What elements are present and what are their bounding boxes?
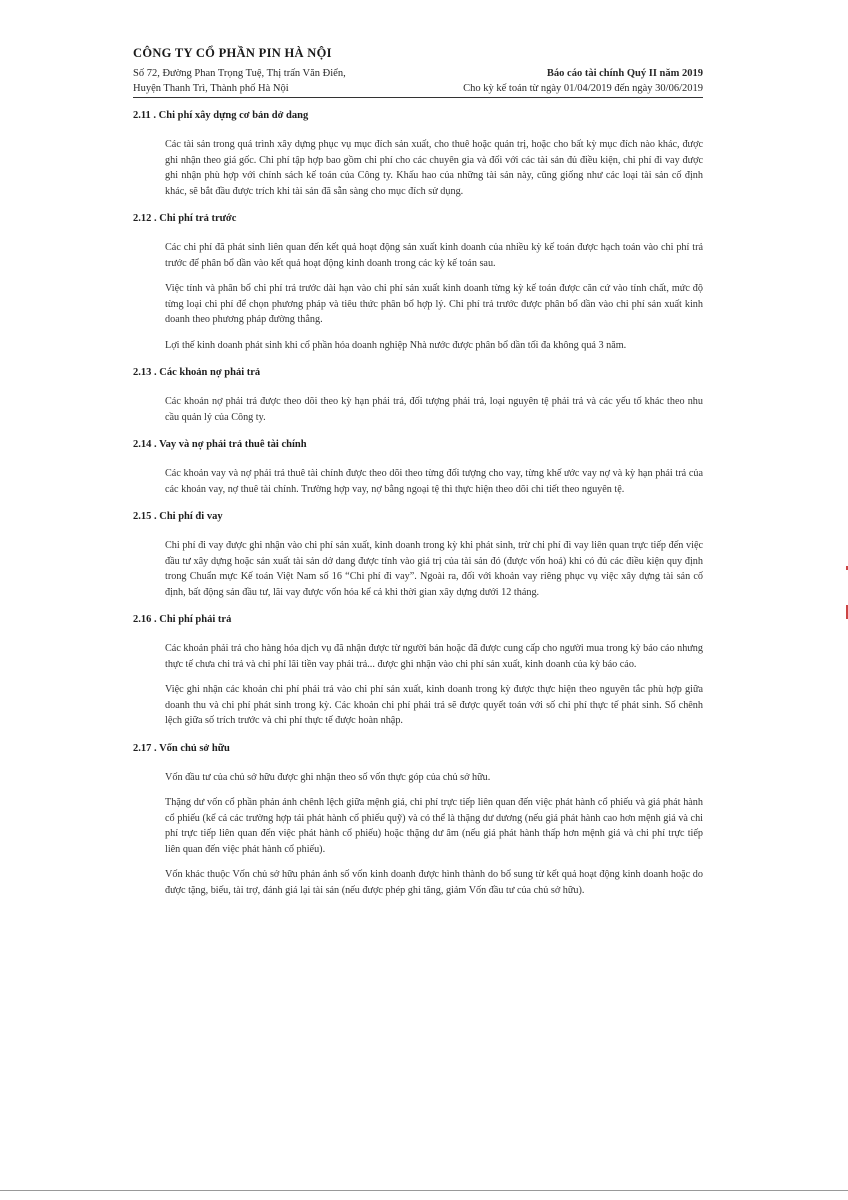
section-heading — [133, 439, 703, 450]
address-line-2: Huyện Thanh Trì, Thành phố Hà Nội — [133, 83, 289, 94]
address-line-1: Số 72, Đường Phan Trọng Tuệ, Thị trấn Văn Điển, — [133, 68, 346, 79]
section-title: Chi phí đi vay — [159, 511, 223, 522]
company-address — [133, 66, 346, 96]
section-title: Vay và nợ phải trả thuê tài chính — [159, 439, 307, 450]
report-period: Cho kỳ kế toán từ ngày 01/04/2019 đến ngày 30/06/2019 — [463, 83, 703, 94]
section-paragraph: Các khoản nợ phải trả được theo dõi theo kỳ hạn phải trả, đối tượng phải trả, loại nguyên tệ phải trả và các yếu tố khác theo nhu cầu quản lý của Công ty. — [165, 396, 703, 423]
section-paragraph: Các khoản vay và nợ phải trả thuê tài chính được theo dõi theo từng đối tượng cho vay, từng khế ước vay nợ và kỳ hạn phải trả của các khoản vay, nợ thuê tài chính. Trường hợp vay, nợ bằng ngoại tệ thì thực hiện theo dõi chi tiết theo nguyên tệ. — [165, 468, 703, 495]
header-divider — [133, 97, 703, 98]
section-211 — [133, 110, 703, 199]
section-heading — [133, 213, 703, 224]
section-heading — [133, 743, 703, 754]
section-number: 2.12 . — [133, 213, 157, 224]
section-paragraph: Vốn đầu tư của chủ sở hữu được ghi nhận theo số vốn thực góp của chủ sở hữu. — [165, 771, 491, 783]
section-paragraph: Các khoản phải trả cho hàng hóa dịch vụ đã nhận được từ người bán hoặc đã được cung cấp cho người mua trong kỳ báo cáo nhưng thực tế chưa chi trả và chi phí lãi tiền vay phải trả... được ghi nhận vào chi phí sản xuất, kinh doanh của kỳ báo cáo. — [165, 643, 703, 670]
section-paragraph: Chi phí đi vay được ghi nhận vào chi phí sản xuất, kinh doanh trong kỳ khi phát sinh, trừ chi phí đi vay liên quan trực tiếp đến việc đầu tư xây dựng hoặc sản xuất tài sản dở dang được tính vào giá trị của tài sản đó (được vốn hoá) khi có đủ các điều kiện quy định trong Chuẩn mực Kế toán Việt Nam số 16 “Chi phí đi vay”. Ngoài ra, đối với khoản vay riêng phục vụ việc xây dựng tài sản cố định, bất động sản đầu tư, lãi vay được vốn hóa kể cả khi thời gian xây dựng dưới 12 tháng. — [165, 540, 703, 598]
section-paragraph: Việc tính và phân bổ chi phí trả trước dài hạn vào chi phí sản xuất kinh doanh từng kỳ kế toán được căn cứ vào tính chất, mức độ từng loại chi phí để chọn phương pháp và tiêu thức phân bổ hợp lý. Chi phí trả trước được phân bổ dần vào chi phí sản xuất kinh doanh theo phương pháp đường thẳng. — [165, 283, 703, 325]
section-number: 2.11 . — [133, 110, 157, 121]
section-paragraph: Lợi thế kinh doanh phát sinh khi cổ phần hóa doanh nghiệp Nhà nước được phân bổ dần tối đa không quá 3 năm. — [165, 339, 627, 351]
company-name: CÔNG TY CỔ PHẦN PIN HÀ NỘI — [133, 46, 332, 60]
section-heading — [133, 110, 703, 121]
section-215 — [133, 511, 703, 600]
section-heading — [133, 511, 703, 522]
section-216 — [133, 614, 703, 729]
notes-body — [133, 110, 703, 912]
report-info — [463, 66, 703, 96]
section-heading — [133, 614, 703, 625]
section-paragraph: Các chi phí đã phát sinh liên quan đến kết quả hoạt động sản xuất kinh doanh của nhiều kỳ kế toán được hạch toán vào chi phí trả trước để phân bổ dần vào kết quả hoạt động kinh doanh trong các kỳ kế toán sau. — [165, 242, 703, 269]
section-number: 2.15 . — [133, 511, 157, 522]
report-title: Báo cáo tài chính Quý II năm 2019 — [546, 68, 703, 79]
section-number: 2.14 . — [133, 439, 157, 450]
section-number: 2.17 . — [133, 742, 157, 754]
section-217 — [133, 743, 703, 899]
scan-edge-line — [0, 1190, 848, 1191]
section-paragraph: Thặng dư vốn cổ phần phản ánh chênh lệch giữa mệnh giá, chi phí trực tiếp liên quan đến việc phát hành cổ phiếu và giá phát hành cổ phiếu (kể cả các trường hợp tái phát hành cổ phiếu quỹ) và có thể là thặng dư dương (nếu giá phát hành cao hơn mệnh giá và chi phí trực tiếp liên quan đến việc phát hành cổ phiếu) hoặc thặng dư âm (nếu giá phát hành thấp hơn mệnh giá và chi phí trực tiếp liên quan đến việc phát hành cổ phiếu). — [165, 797, 703, 855]
section-214 — [133, 439, 703, 497]
section-213 — [133, 367, 703, 425]
section-title: Các khoản nợ phải trả — [159, 367, 261, 378]
section-title: Chi phí xây dựng cơ bản dở dang — [158, 110, 309, 121]
section-number: 2.13 . — [133, 367, 157, 378]
section-212 — [133, 213, 703, 353]
section-paragraph: Vốn khác thuộc Vốn chủ sở hữu phản ánh số vốn kinh doanh được hình thành do bổ sung từ kết quả hoạt động kinh doanh hoặc do được tặng, biếu, tài trợ, đánh giá lại tài sản (nếu được phép ghi tăng, giảm Vốn đầu tư của chủ sở hữu). — [165, 869, 703, 896]
section-paragraph: Việc ghi nhận các khoản chi phí phải trả vào chi phí sản xuất, kinh doanh trong kỳ được thực hiện theo nguyên tắc phù hợp giữa doanh thu và chi phí phát sinh trong kỳ. Các khoản chi phí phải trả sẽ được quyết toán với số chi phí thực tế phát sinh. Số chênh lệch giữa số trích trước và chi phí thực tế được hoàn nhập. — [165, 684, 703, 726]
section-heading — [133, 367, 703, 378]
section-title: Vốn chủ sở hữu — [159, 742, 230, 754]
section-number: 2.16 . — [133, 614, 157, 625]
section-paragraph: Các tài sản trong quá trình xây dựng phục vụ mục đích sản xuất, cho thuê hoặc quản trị, hoặc cho bất kỳ mục đích nào khác, được ghi nhận theo giá gốc. Chi phí tập hợp bao gồm chi phí cho các chuyên gia và đối với các tài sản đủ điều kiện, chi phí đi vay được ghi nhận phù hợp với chính sách kế toán của Công ty. Khấu hao của những tài sản này, cũng giống như các loại tài sản cố định khác, sẽ bắt đầu được trích khi tài sản đã sẵn sàng cho mục đích sử dụng. — [165, 139, 703, 197]
section-title: Chi phí phải trả — [159, 614, 232, 625]
section-title: Chi phí trả trước — [159, 213, 237, 224]
